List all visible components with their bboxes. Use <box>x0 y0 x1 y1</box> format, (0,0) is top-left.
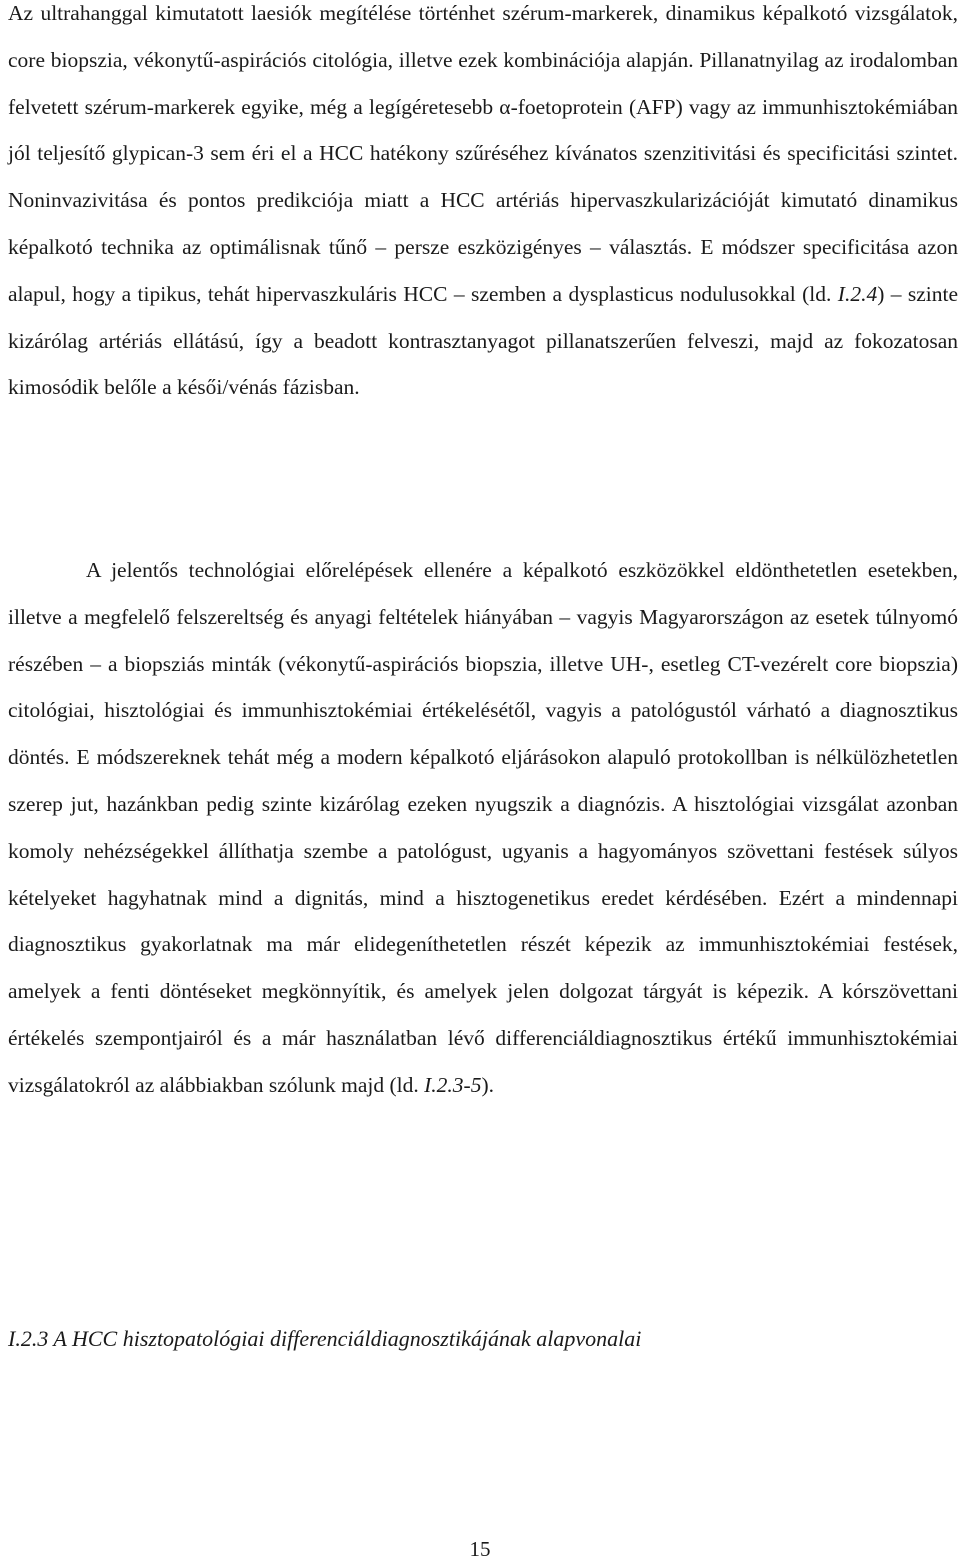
body-paragraph-1 <box>8 0 958 411</box>
paragraph-1-text: Az ultrahanggal kimutatott laesiók megítélése történhet szérum-markerek, dinamikus képalkotó vizsgálatok, core biopszia, vékonytű-aspirációs citológia, illetve ezek kombinációja alapján. Pillanatnyilag az irodalomban felvetett szérum-markerek egyike, még a legígéretesebb α-foetoprotein (AFP) vagy az immunhisztokémiában jól teljesítő glypican-3 sem éri el a HCC hatékony szűréséhez kívánatos szenzitivitási és specificitási szintet. Noninvazivitása és pontos predikciója miatt a HCC artériás hipervaszkularizációját kimutató dinamikus képalkotó technika az optimálisnak tűnő – persze eszközigényes – választás. E módszer specificitása azon alapul, hogy a tipikus, tehát hipervaszkuláris HCC – szemben a dysplasticus nodulusokkal (ld. <box>8 1 958 306</box>
paragraph-2-reference: I.2.3-5 <box>424 1072 482 1097</box>
body-paragraph-2 <box>8 547 958 1109</box>
paragraph-1-reference: I.2.4 <box>837 281 878 306</box>
paragraph-2-text: A jelentős technológiai előrelépések ellenére a képalkotó eszközökkel eldönthetetlen esetekben, illetve a megfelelő felszereltség és anyagi feltételek hiányában – vagyis Magyarországon az esetek túlnyomó részében – a biopsziás minták (vékonytű-aspirációs biopszia, illetve UH-, esetleg CT-vezérelt core biopszia) citológiai, hisztológiai és immunhisztokémiai értékelésétől, vagyis a patológustól várható a diagnosztikus döntés. E módszereknek tehát még a modern képalkotó eljárásokon alapuló protokollban is nélkülözhetetlen szerep jut, hazánkban pedig szinte kizárólag ezeken nyugszik a diagnózis. A hisztológiai vizsgálat azonban komoly nehézségekkel állíthatja szembe a patológust, ugyanis a hagyományos szövettani festések súlyos kételyeket hagyhatnak mind a dignitás, mind a hisztogenetikus eredet kérdésében. Ezért a mindennapi diagnosztikus gyakorlatnak ma már elidegeníthetetlen részét képezik az immunhisztokémiai festések, amelyek a fenti döntéseket megkönnyítik, és amelyek jelen dolgozat tárgyát is képezik. A kórszövettani értékelés szempontjairól és a már használatban lévő differenciáldiagnosztikus értékű immunhisztokémiai vizsgálatokról az alábbiakban szólunk majd (ld. <box>8 558 958 1097</box>
paragraph-1-text-end: ) – szinte kizárólag artériás ellátású, így a beadott kontrasztanyagot pillanatszerűen felveszi, majd az fokozatosan kimosódik belőle a késői/vénás fázisban. <box>8 281 958 400</box>
section-heading: I.2.3 A HCC hisztopatológiai differenciáldiagnosztikájának alapvonalai <box>8 1326 642 1351</box>
page-number: 15 <box>469 1537 491 1561</box>
paragraph-2-text-end: ). <box>481 1072 495 1097</box>
